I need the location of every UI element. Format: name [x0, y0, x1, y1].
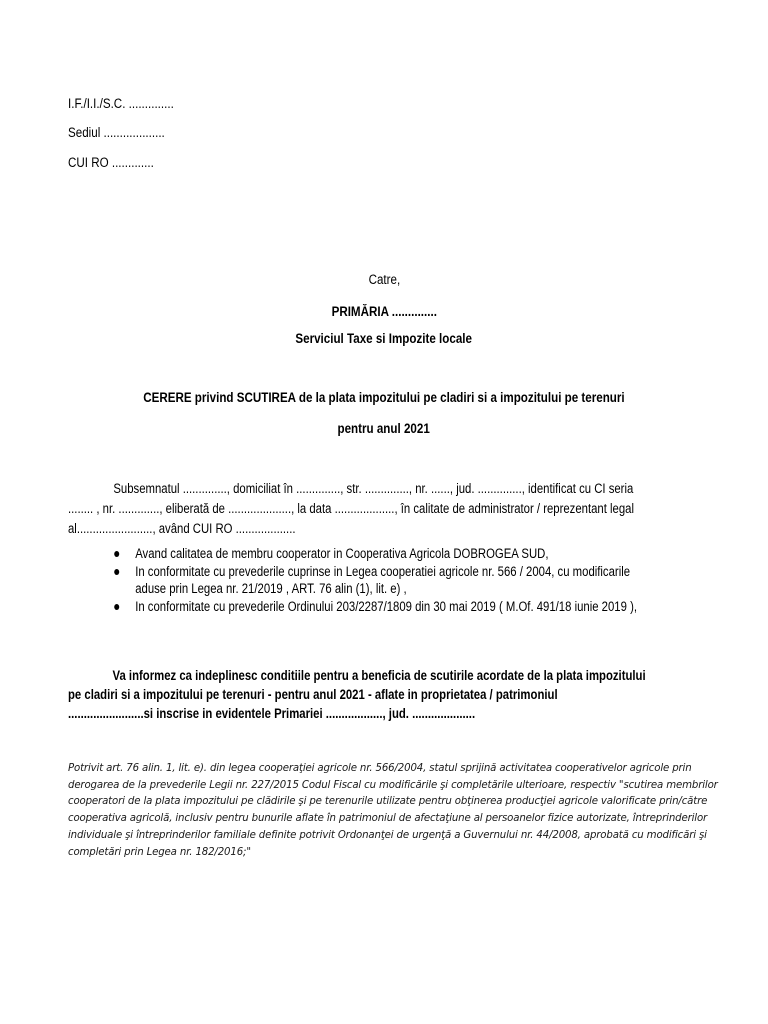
request-title-line1: CERERE privind SCUTIREA de la plata impozitului pe cladiri si a impozitului pe terenuri — [143, 390, 625, 405]
list-item-text: In conformitate cu prevederile cuprinse in Legea cooperatiei agricole nr. 566 / 2004, cu modificarile — [135, 563, 631, 579]
list-item — [68, 545, 757, 563]
recipient-primaria-text: PRIMĂRIA .............. — [331, 304, 437, 319]
cui-line: CUI RO ............. — [68, 155, 154, 170]
request-year — [0, 420, 768, 438]
legal-note-line: derogarea de la prevederile Legii nr. 227/2015 Codul Fiscal cu modificările şi completările ulterioare, respectiv "scutirea membrilor — [68, 779, 718, 791]
declaration-paragraph — [68, 666, 757, 723]
applicant-line-3: al........................, având CUI RO ................... — [68, 521, 296, 536]
bullet-icon — [114, 569, 119, 575]
declaration-line-3: ........................si inscrise in evidentele Primariei .................., jud. .................... — [68, 706, 476, 721]
company-line: I.F./I.I./S.C. .............. — [68, 96, 174, 111]
request-title-line2: pentru anul 2021 — [337, 421, 431, 436]
recipient-catre-text: Catre, — [368, 272, 400, 287]
recipient-serviciu-text: Serviciul Taxe si Impozite locale — [295, 331, 473, 346]
conditions-list — [68, 545, 757, 615]
list-item-text: Avand calitatea de membru cooperator in Cooperativa Agricola DOBROGEA SUD, — [135, 546, 549, 561]
legal-note — [68, 761, 733, 861]
legal-note-line: completări prin Legea nr. 182/2016;" — [68, 846, 251, 858]
list-item — [68, 563, 757, 598]
legal-note-line: cooperativa agricolă, inclusiv pentru bunurile aflate în patrimoniul de afectaţiune al persoanelor fizice autorizate, întreprinderilor — [68, 813, 708, 825]
bullet-icon — [114, 551, 119, 557]
applicant-line-2: ........ , nr. ............., eliberată de ...................., la data ..................., în calitate de administrator / reprezentant legal — [68, 501, 635, 516]
recipient-primaria — [0, 303, 768, 321]
declaration-line-2: pe cladiri si a impozitului pe terenuri - pentru anul 2021 - aflate in proprietatea / patrimoniul — [68, 687, 558, 702]
bullet-icon — [114, 604, 119, 610]
applicant-line-1: Subsemnatul .............., domiciliat în .............., str. .............., nr. ......, jud. .............., identificat cu CI seria — [113, 481, 634, 496]
request-title — [0, 389, 768, 407]
legal-note-line: cooperatori de la plata impozitului pe clădirile şi pe terenurile utilizate pentru obţinerea producţiei agricole valorificate prin/către — [68, 796, 708, 808]
legal-note-line: Potrivit art. 76 alin. 1, lit. e). din legea cooperaţiei agricole nr. 566/2004, statul sprijină activitatea cooperativelor agricole prin — [68, 763, 692, 774]
list-item — [68, 598, 757, 616]
declaration-line-1: Va informez ca indeplinesc conditiile pentru a beneficia de scutirile acordate de la plata impozitului — [112, 668, 646, 683]
legal-note-line: individuale şi întreprinderilor familiale definite potrivit Ordonanţei de urgenţă a Guvernului nr. 44/2008, aprobată cu modificări şi — [68, 829, 707, 841]
list-item-text: In conformitate cu prevederile Ordinului 203/2287/1809 din 30 mai 2019 ( M.Of. 491/18 iunie 2019 ), — [135, 598, 637, 614]
list-item-text-continued: aduse prin Legea nr. 21/2019 , ART. 76 alin (1), lit. e) , — [135, 581, 407, 596]
recipient-serviciu — [0, 330, 768, 348]
applicant-paragraph — [68, 479, 765, 539]
sediul-line: Sediul ................... — [68, 125, 165, 140]
recipient-catre — [0, 271, 768, 289]
